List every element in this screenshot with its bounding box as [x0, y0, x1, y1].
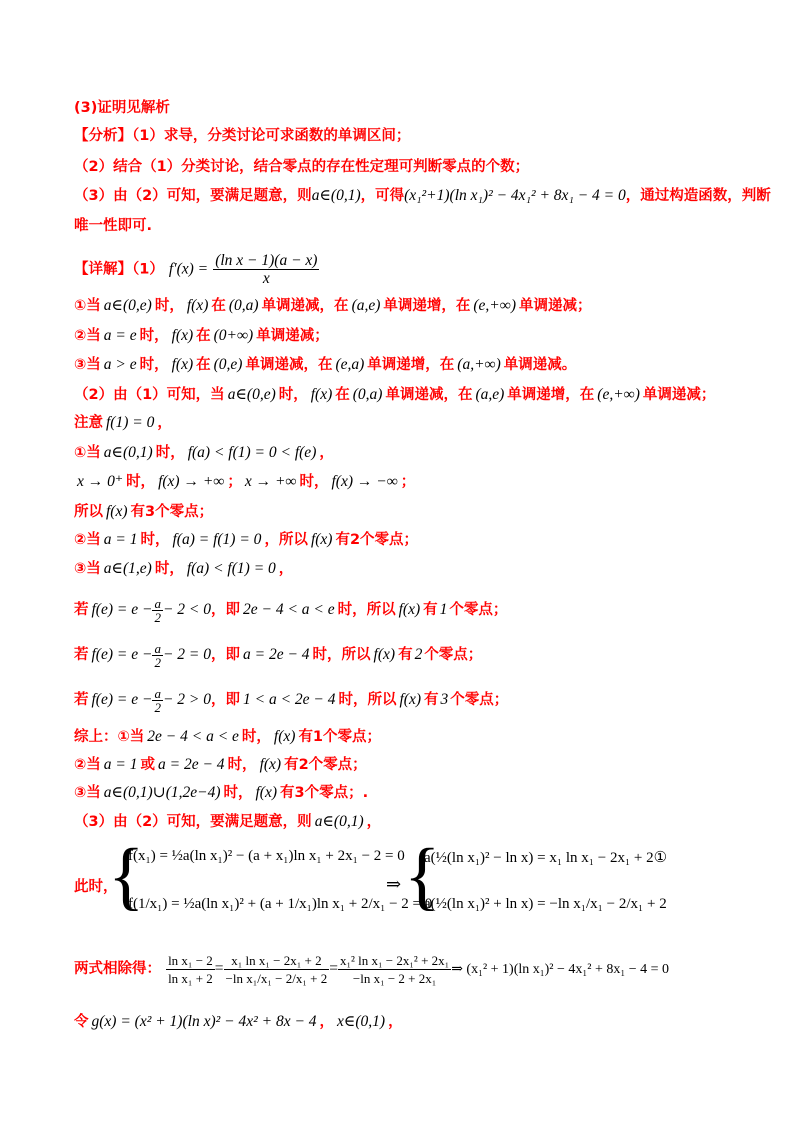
- left-brace: {: [108, 834, 145, 918]
- a-over-2-fraction: [152, 597, 163, 624]
- math-expression: f(e) = e −: [91, 691, 153, 708]
- summary-1: [74, 727, 740, 747]
- math-expression: f(1) = 0: [106, 414, 155, 431]
- part3-line: [74, 812, 740, 832]
- text-segment: ，: [157, 415, 172, 431]
- text-segment: 时，: [154, 298, 184, 314]
- division-result: ⇒ (x₁² + 1)(ln x₁)² − 4x₁² + 8x₁ − 4 = 0: [451, 962, 670, 977]
- text-segment: 时，: [126, 474, 156, 490]
- analysis-line-4: 唯一性即可.: [74, 218, 153, 234]
- summary-3: [74, 783, 740, 803]
- text-segment: 有: [423, 602, 438, 618]
- text-segment: 单调递减；: [518, 298, 592, 314]
- math-expression: a∈(0,e): [103, 297, 152, 314]
- analysis-tag: 【分析】: [74, 128, 132, 144]
- text-segment: ，: [319, 445, 334, 461]
- math-expression: (0,a): [352, 386, 383, 403]
- case-2-line: [74, 326, 740, 346]
- text-segment: ③当: [74, 785, 101, 801]
- division-line: 两式相除得： $\frac{\text{ln x₁ − 2}}{\text{ln x₁ + 2}}$ = $\frac{\text{x₁ ln x₁ − 2x₁ + 2}}{\text{−ln x₁/x₁ − 2/x₁ + 2}}$ = $\frac{\text{x₁² ln x₁ − 2x₁² + 2x₁}}{\text{−ln x₁ − 2 + 2x₁}}$ ⇒ (x₁² + 1)(ln x₁)² − 4x₁² + 8x₁ − 4 = 0: [74, 952, 670, 986]
- math-expression: a∈(1,e): [103, 560, 152, 577]
- text-segment: ，即: [210, 647, 240, 663]
- fraction-numerator: a: [154, 595, 161, 611]
- text-segment: 单调递减；: [256, 328, 329, 344]
- math-expression: f(x): [106, 503, 128, 520]
- math-expression: 2e − 4 < a < e: [147, 728, 239, 745]
- text-segment: 在: [196, 328, 211, 344]
- subcase-r1: [74, 592, 740, 628]
- implies-arrow: ⇒: [386, 874, 402, 894]
- math-expression: f(x): [186, 297, 209, 314]
- text-segment: 有2个零点；: [284, 757, 367, 773]
- math-expression: a = 1: [103, 756, 138, 773]
- text-segment: 时，: [299, 474, 329, 490]
- text-segment: ，即: [210, 692, 240, 708]
- math-expression: a = 1: [103, 531, 138, 548]
- text-segment: ，即: [210, 602, 240, 618]
- zero-case-2: [74, 530, 740, 550]
- math-expression: − 2 < 0: [162, 601, 211, 618]
- text-segment: 有: [424, 692, 439, 708]
- text-segment: ，: [319, 1014, 335, 1030]
- division-fraction-2: $\frac{\text{x₁ ln x₁ − 2x₁ + 2}}{\text{−ln x₁/x₁ − 2/x₁ + 2}}$: [225, 952, 328, 986]
- answer-line: (3)证明见解析: [74, 100, 170, 116]
- math-expression: a∈(0,1): [314, 813, 364, 830]
- math-expression: (a,e): [475, 386, 505, 403]
- text-segment: ，所以: [264, 532, 308, 548]
- text-segment: 时，: [139, 328, 169, 344]
- fraction-denominator: 2: [154, 699, 161, 715]
- math-expression: − 2 > 0: [162, 691, 211, 708]
- text-segment: ②当: [74, 532, 101, 548]
- system-left-eq-2: f(1/x₁) = ½a(ln x₁)² + (a + 1/x₁)ln x₁ + 2/x₁ − 2 = 0: [128, 896, 433, 912]
- text-segment: 时，: [139, 357, 169, 373]
- text-segment: 时，所以: [338, 692, 397, 708]
- text-segment: 时，: [223, 785, 253, 801]
- math-expression: f(a) < f(1) = 0 < f(e): [187, 444, 317, 461]
- math-expression: f(x): [171, 327, 194, 344]
- math-expression: a∈(0,1)∪(1,2e−4): [103, 784, 221, 801]
- text-segment: 时，: [154, 561, 184, 577]
- math-expression: x → 0⁺: [77, 473, 124, 490]
- text-segment: 单调递增，在: [367, 357, 455, 373]
- define-g-line: [74, 1012, 740, 1032]
- text-segment: ③当: [74, 357, 101, 373]
- math-expression: 1 < a < 2e − 4: [242, 691, 336, 708]
- text-segment: 单调递减，在: [385, 387, 473, 403]
- text-segment: ①当: [74, 445, 101, 461]
- a-over-2-fraction: [152, 642, 163, 669]
- math-expression: (a,+∞): [457, 356, 501, 373]
- text-segment: （2）由（1）可知，当: [74, 387, 225, 403]
- math-expression: f(x): [399, 691, 422, 708]
- math-expression: f(x) → −∞: [331, 473, 398, 490]
- text-segment: 单调递减；: [642, 387, 716, 403]
- right-brace: {: [404, 834, 441, 918]
- math-expression: x∈(0,1): [337, 1013, 386, 1030]
- zero-count: 1: [439, 601, 448, 618]
- math-expression: f(a) < f(1) = 0: [186, 560, 276, 577]
- math-expression: (0,a): [228, 297, 259, 314]
- part2-line: [74, 385, 740, 405]
- text-segment: 时，: [140, 532, 170, 548]
- fraction-numerator: a: [154, 685, 161, 701]
- math-expression: (a,e): [351, 297, 381, 314]
- math-expression: f(e) = e −: [91, 601, 153, 618]
- text-segment: 单调递减。: [503, 357, 577, 373]
- math-expression: f(x): [310, 531, 333, 548]
- analysis-line-2: （2）结合（1）分类讨论，结合零点的存在性定理可判断零点的个数；: [74, 159, 530, 175]
- math-expression: f(x): [310, 386, 333, 403]
- analysis-line-3: （3）由（2）可知，要满足题意，则a∈(0,1)，可得(x₁²+1)(ln x₁)² − 4x₁² + 8x₁ − 4 = 0，通过构造函数，判断: [74, 187, 771, 204]
- math-expression: f(x): [171, 356, 194, 373]
- text-segment: ，: [366, 814, 382, 830]
- math-expression: a∈(0,e): [227, 386, 276, 403]
- text-segment: 时，所以: [312, 647, 371, 663]
- math-expression: a > e: [103, 356, 137, 373]
- subcase-r3: [74, 682, 740, 718]
- system-left-eq-1: f(x₁) = ½a(ln x₁)² − (a + x₁)ln x₁ + 2x₁ − 2 = 0: [128, 848, 405, 864]
- zero-case-3: [74, 559, 740, 579]
- math-expression: (e,a): [335, 356, 365, 373]
- text-segment: 若: [74, 692, 89, 708]
- zero-count: 3: [440, 691, 449, 708]
- case-1-line: [74, 296, 740, 316]
- math-expression: f(x): [398, 601, 421, 618]
- analysis-line-1: 【分析】（1）求导，分类讨论可求函数的单调区间；: [74, 128, 411, 144]
- division-fraction-1: $\frac{\text{ln x₁ − 2}}{\text{ln x₁ + 2}}$: [168, 952, 213, 986]
- text-segment: 时，: [227, 757, 257, 773]
- text-segment: ③当: [74, 561, 101, 577]
- detail-tag: 【详解】: [74, 261, 132, 278]
- math-expression: x → +∞: [244, 473, 297, 490]
- math-expression: (0+∞): [213, 327, 254, 344]
- text-segment: 在: [196, 357, 211, 373]
- division-fraction-3: $\frac{\text{x₁² ln x₁ − 2x₁² + 2x₁}}{\text{−ln x₁ − 2 + 2x₁}}$: [339, 952, 450, 986]
- fraction-denominator: 2: [154, 609, 161, 625]
- math-expression: (e,+∞): [473, 297, 516, 314]
- text-segment: ；: [227, 474, 242, 490]
- math-expression: a = 2e − 4: [242, 646, 310, 663]
- text-segment: 注意: [74, 415, 103, 431]
- text-segment: 在: [335, 387, 350, 403]
- system-right-eq-1: a(½(ln x₁)² − ln x) = x₁ ln x₁ − 2x₁ + 2①: [424, 850, 668, 866]
- math-expression: g(x) = (x² + 1)(ln x)² − 4x² + 8x − 4: [91, 1013, 317, 1030]
- text-segment: 在: [211, 298, 226, 314]
- math-expression: a∈(0,1): [103, 444, 153, 461]
- text-segment: 时，: [155, 445, 185, 461]
- math-expression: f(x): [373, 646, 396, 663]
- text-segment: 或: [140, 757, 155, 773]
- text-segment: 有3个零点；.: [280, 785, 369, 801]
- zero-case-1-conclusion: [74, 502, 740, 522]
- text-segment: ①当: [74, 298, 101, 314]
- text-segment: 个零点；: [424, 647, 483, 663]
- text-segment: 单调递增，在: [383, 298, 471, 314]
- text-segment: ②当: [74, 757, 101, 773]
- text-segment: 所以: [74, 504, 103, 520]
- text-segment: 单调递减，在: [261, 298, 349, 314]
- text-segment: 单调递增，在: [507, 387, 595, 403]
- text-segment: ，: [388, 1014, 403, 1030]
- math-expression: (0,e): [213, 356, 243, 373]
- zero-case-1: [74, 443, 740, 463]
- subcase-r2: [74, 637, 740, 673]
- math-expression: f(e) = e −: [91, 646, 153, 663]
- text-segment: 个零点；: [450, 692, 509, 708]
- math-expression: f(x): [255, 784, 277, 801]
- text-segment: 若: [74, 647, 89, 663]
- text-segment: 时，: [241, 729, 271, 745]
- derivative-fraction: $\frac{\text{(ln x − 1)(a − x)}}{x}$: [215, 252, 318, 287]
- text-segment: 个零点；: [449, 602, 508, 618]
- text-segment: 有: [398, 647, 413, 663]
- math-expression: f(a) = f(1) = 0: [172, 531, 262, 548]
- system-label: 此时，: [74, 879, 118, 895]
- text-segment: ，: [278, 561, 294, 577]
- math-expression: f(x): [259, 756, 282, 773]
- zero-case-1-limits: [74, 472, 740, 492]
- summary-2: [74, 755, 740, 775]
- text-segment: 综上：①当: [74, 729, 145, 745]
- system-right-eq-2: a(½(ln x₁)² + ln x) = −ln x₁/x₁ − 2/x₁ + 2: [424, 896, 667, 912]
- math-expression: a = 2e − 4: [158, 756, 225, 773]
- detail-derivative: 【详解】（1） f′(x) = $\frac{\text{(ln x − 1)(a − x)}}{x}$: [74, 252, 318, 287]
- text-segment: 时，所以: [337, 602, 396, 618]
- math-expression: f(x): [273, 728, 296, 745]
- note-line: [74, 413, 740, 433]
- fraction-denominator: 2: [154, 654, 161, 670]
- zero-count: 2: [414, 646, 423, 663]
- text-segment: （3）由（2）可知，要满足题意，则: [74, 814, 312, 830]
- text-segment: 单调递减，在: [245, 357, 333, 373]
- text-segment: 时，: [278, 387, 308, 403]
- text-segment: 令: [74, 1014, 89, 1030]
- text-segment: 若: [74, 602, 89, 618]
- math-expression: a = e: [103, 327, 137, 344]
- text-segment: ②当: [74, 328, 101, 344]
- a-over-2-fraction: [152, 687, 163, 714]
- text-segment: 有1个零点；: [298, 729, 382, 745]
- math-expression: 2e − 4 < a < e: [242, 601, 335, 618]
- math-expression: − 2 = 0: [162, 646, 211, 663]
- text-segment: 有2个零点；: [335, 532, 419, 548]
- fraction-numerator: a: [154, 640, 161, 656]
- text-segment: ；: [400, 474, 416, 490]
- case-3-line: [74, 355, 740, 375]
- math-expression: (e,+∞): [597, 386, 640, 403]
- math-expression: f(x) → +∞: [158, 473, 225, 490]
- text-segment: 有3个零点；: [130, 504, 214, 520]
